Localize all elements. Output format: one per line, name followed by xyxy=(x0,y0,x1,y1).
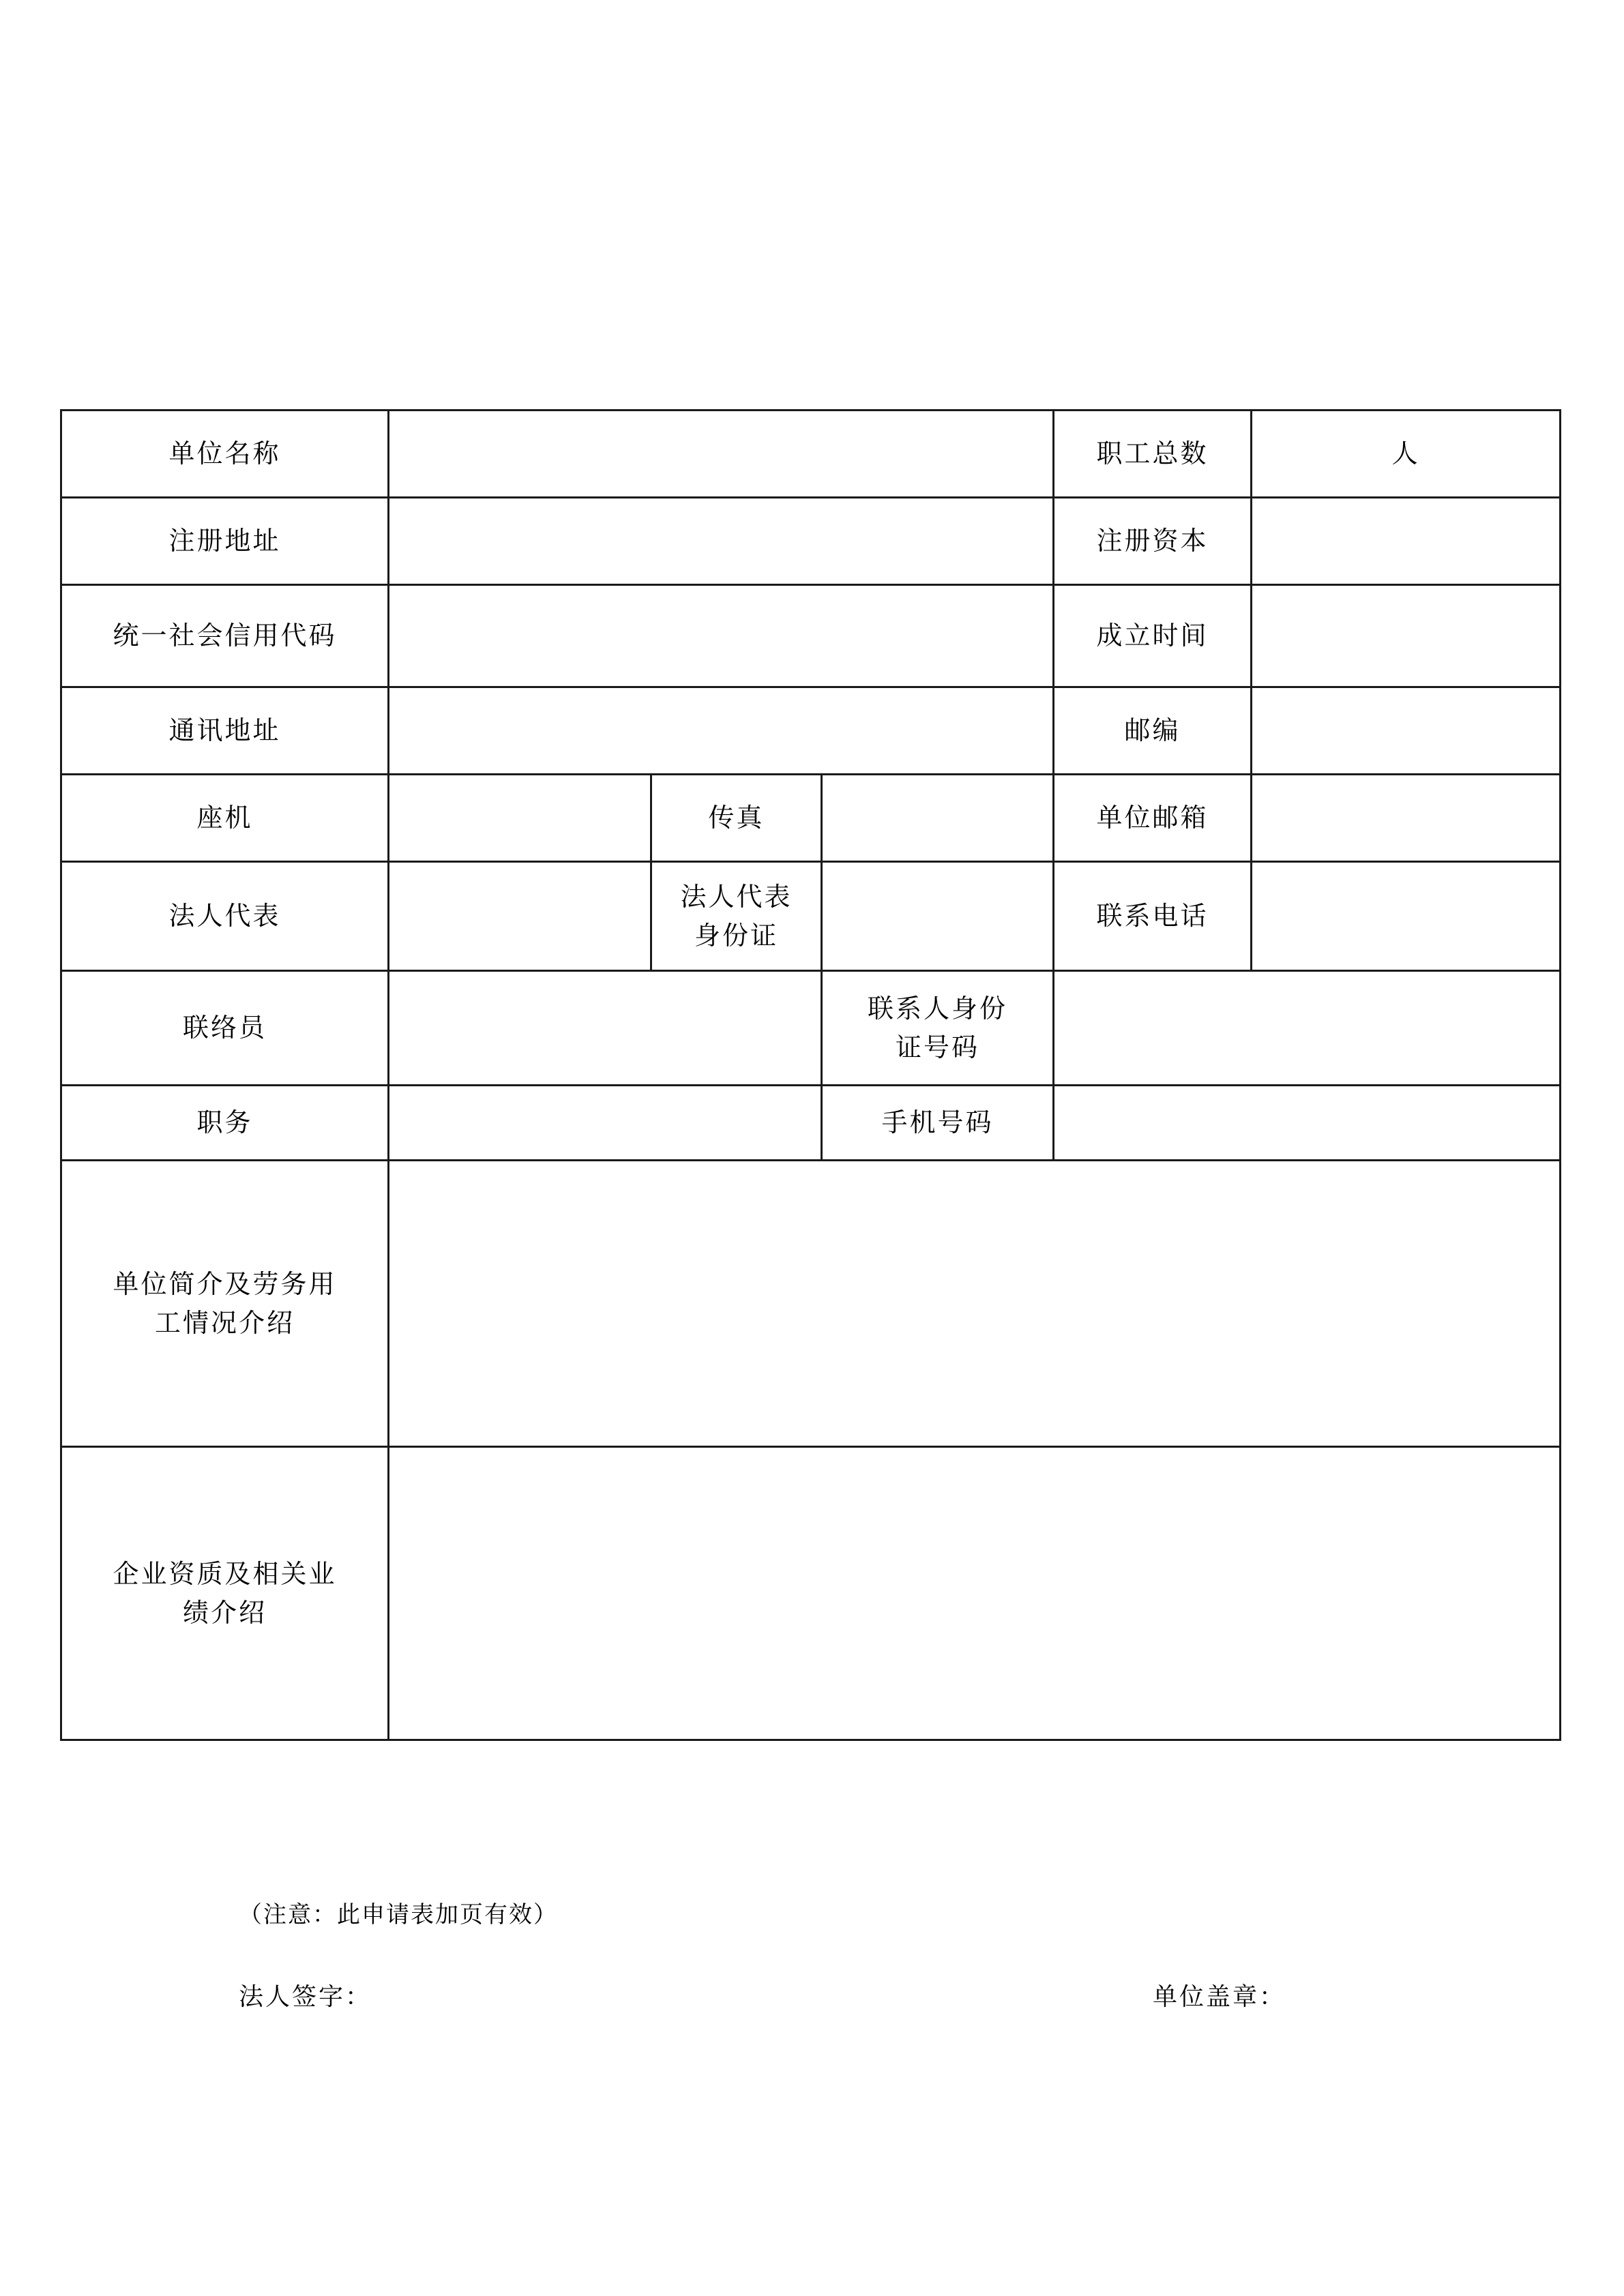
field-company-email[interactable] xyxy=(1252,775,1561,862)
label-legal-rep: 法人代表 xyxy=(61,862,389,971)
application-form-main xyxy=(60,409,1559,1741)
field-company-intro[interactable] xyxy=(389,1161,1561,1447)
field-contact-phone[interactable] xyxy=(1252,862,1561,971)
company-seal-label: 单位盖章： xyxy=(1153,1983,1286,2011)
label-liaison-id-line2: 证号码 xyxy=(895,1032,979,1062)
table-row-mailing-address xyxy=(61,687,1561,775)
label-mailing-address: 通讯地址 xyxy=(61,687,389,775)
label-company-email: 单位邮箱 xyxy=(1054,775,1252,862)
label-company-name: 单位名称 xyxy=(61,411,389,498)
label-qualification-line2: 绩介绍 xyxy=(182,1597,267,1628)
field-company-name[interactable] xyxy=(389,411,1054,498)
field-position[interactable] xyxy=(389,1086,822,1161)
field-landline[interactable] xyxy=(389,775,651,862)
label-qualification-line1: 企业资质及相关业 xyxy=(113,1558,337,1589)
table-row-company-name xyxy=(61,411,1561,498)
company-info-table-main xyxy=(60,409,1561,1741)
label-legal-rep-id-line2: 身份证 xyxy=(694,920,778,951)
label-qualification xyxy=(61,1447,389,1740)
field-employee-total[interactable]: 人 xyxy=(1252,411,1561,498)
table-row-registered-address xyxy=(61,498,1561,585)
label-position: 职务 xyxy=(61,1086,389,1161)
label-fax: 传真 xyxy=(651,775,822,862)
field-credit-code[interactable] xyxy=(389,585,1054,687)
label-registered-capital: 注册资本 xyxy=(1054,498,1252,585)
label-established-date: 成立时间 xyxy=(1054,585,1252,687)
table-row-liaison xyxy=(61,971,1561,1086)
field-fax[interactable] xyxy=(822,775,1054,862)
table-row-landline xyxy=(61,775,1561,862)
field-qualification[interactable] xyxy=(389,1447,1561,1740)
label-liaison-id-line1: 联系人身份 xyxy=(867,993,1007,1024)
label-liaison: 联络员 xyxy=(61,971,389,1086)
field-mailing-address[interactable] xyxy=(389,687,1054,775)
table-row-company-intro xyxy=(61,1161,1561,1447)
field-liaison[interactable] xyxy=(389,971,822,1086)
field-postal-code[interactable] xyxy=(1252,687,1561,775)
field-legal-rep-id[interactable] xyxy=(822,862,1054,971)
label-registered-address: 注册地址 xyxy=(61,498,389,585)
field-registered-capital[interactable] xyxy=(1252,498,1561,585)
label-company-intro-line2: 工情况介绍 xyxy=(154,1307,295,1338)
label-credit-code: 统一社会信用代码 xyxy=(61,585,389,687)
label-landline: 座机 xyxy=(61,775,389,862)
field-mobile-number[interactable] xyxy=(1054,1086,1561,1161)
label-mobile-number: 手机号码 xyxy=(822,1086,1054,1161)
table-row-qualification xyxy=(61,1447,1561,1740)
field-registered-address[interactable] xyxy=(389,498,1054,585)
table-row-legal-rep xyxy=(61,862,1561,971)
field-legal-rep[interactable] xyxy=(389,862,651,971)
label-company-intro xyxy=(61,1161,389,1447)
label-company-intro-line1: 单位简介及劳务用 xyxy=(113,1268,337,1299)
label-postal-code: 邮编 xyxy=(1054,687,1252,775)
signature-row xyxy=(0,1978,1624,2018)
form-note: （注意：此申请表加页有效） xyxy=(239,1901,558,1928)
table-row-position xyxy=(61,1086,1561,1161)
field-established-date[interactable] xyxy=(1252,585,1561,687)
label-legal-rep-id xyxy=(651,862,822,971)
label-employee-total: 职工总数 xyxy=(1054,411,1252,498)
legal-rep-signature-label: 法人签字： xyxy=(239,1983,372,2011)
label-liaison-id xyxy=(822,971,1054,1086)
label-contact-phone: 联系电话 xyxy=(1054,862,1252,971)
label-legal-rep-id-line1: 法人代表 xyxy=(680,881,793,912)
table-row-credit-code xyxy=(61,585,1561,687)
field-liaison-id[interactable] xyxy=(1054,971,1561,1086)
